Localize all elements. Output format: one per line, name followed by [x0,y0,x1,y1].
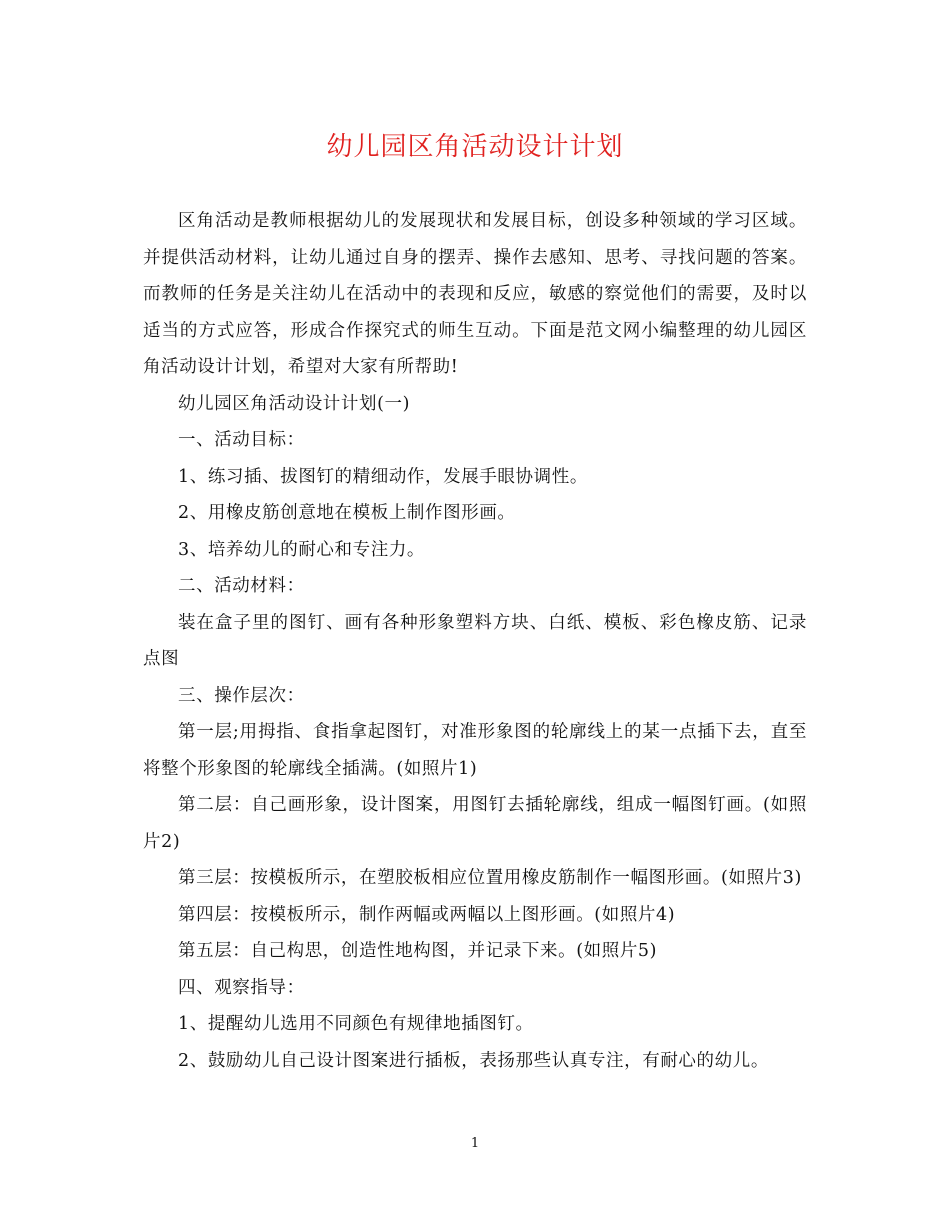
level-item-4: 第四层：按模板所示，制作两幅或两幅以上图形画。(如照片4) [178,904,676,925]
level-item-3: 第三层：按模板所示，在塑胶板相应位置用橡皮筋制作一幅图形画。(如照片3) [178,868,802,888]
level-item-5: 第五层：自己构思，创造性地构图，并记录下来。(如照片5) [178,941,658,961]
guidance-item-2: 2、鼓励幼儿自己设计图案进行插板，表扬那些认真专注，有耐心的幼儿。 [178,1050,769,1071]
level-item-1: 第一层;用拇指、食指拿起图钉，对准形象图的轮廓线上的某一点插下去，直至将整个形象图的轮廓线全插满。(如照片1) [143,722,807,779]
goal-item-3: 3、培养幼儿的耐心和专注力。 [178,539,426,560]
level-item-2: 第二层：自己画形象，设计图案，用图钉去插轮廓线，组成一幅图钉画。(如照片2) [143,795,807,852]
materials-text: 装在盒子里的图钉、画有各种形象塑料方块、白纸、模板、彩色橡皮筋、记录点图 [143,612,807,669]
section-heading-guidance: 四、观察指导： [178,977,305,998]
guidance-item-1: 1、提醒幼儿选用不同颜色有规律地插图钉。 [178,1014,534,1034]
page-number: 1 [470,1136,480,1151]
document-body [143,203,807,1079]
paragraph-intro: 区角活动是教师根据幼儿的发展现状和发展目标，创设多种领域的学习区域。并提供活动材料，让幼儿通过自身的摆弄、操作去感知、思考、寻找问题的答案。而教师的任务是关注幼儿在活动中的表现和反应，敏感的察觉他们的需要，及时以适当的方式应答，形成合作探究式的师生互动。下面是范文网小编整理的幼儿园区角活动设计计划，希望对大家有所帮助! [143,211,807,377]
document-title: 幼儿园区角活动设计计划 [326,132,624,162]
goal-item-2: 2、用橡皮筋创意地在模板上制作图形画。 [178,503,516,523]
section-heading-goals: 一、活动目标： [178,430,305,450]
section-heading-plan-one: 幼儿园区角活动设计计划(一) [178,393,411,414]
section-heading-levels: 三、操作层次： [178,685,305,706]
section-heading-materials: 二、活动材料： [178,576,305,596]
goal-item-1: 1、练习插、拔图钉的精细动作，发展手眼协调性。 [178,466,588,487]
